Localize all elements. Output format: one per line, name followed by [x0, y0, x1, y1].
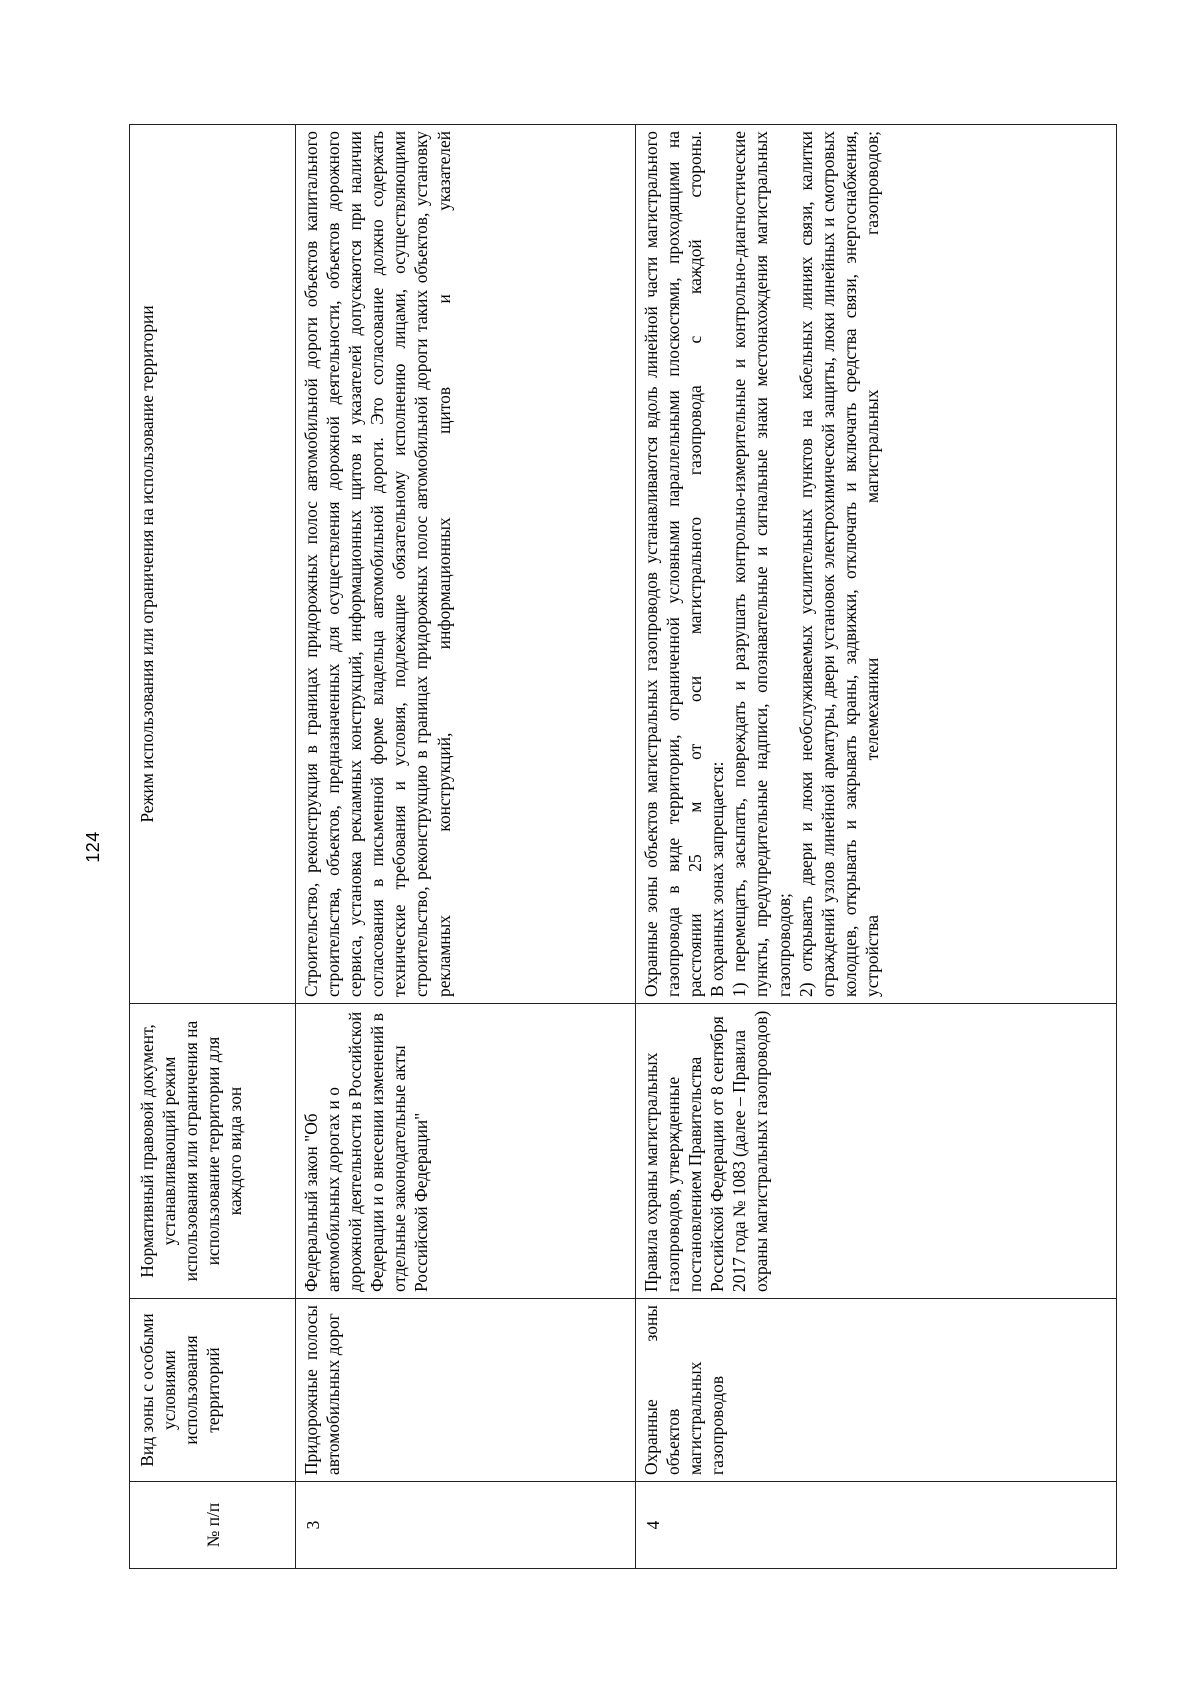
header-document: Нормативный правовой документ, устанавливающий режим использования или ограничения на использование территории для каждого вида зон: [130, 1004, 296, 1299]
table-header-row: [130, 125, 296, 1569]
row-number: 3: [296, 1482, 636, 1569]
regime-text: Строительство, реконструкция в границах придорожных полос автомобильной дороги объектов капитального строительства, объектов, предназначенных для осуществления дорожной деятельности, объектов дорожного сервиса, установка рекламных конструкций, информационных щитов и указателей допускаются при наличии согласования в письменной форме владельца автомобильной дороги. Это согласование должно содержать технические требования и условия, подлежащие обязательному исполнению лицами, осуществляющими строительство, реконструкцию в границах придорожных полос автомобильной дороги таких объектов, установку рекламных конструкций, информационных щитов и указателей: [301, 131, 454, 997]
rotated-page-content: [83, 125, 1119, 1569]
regime-cell: [296, 125, 636, 1004]
zones-table: [129, 124, 1117, 1569]
regime-paragraph: Охранные зоны объектов магистральных газопроводов устанавливаются вдоль линейной части магистрального газопровода в виде территории, ограниченной условными параллельными плоскостями, проходящими на расстоянии 25 м от оси магистрального газопровода с каждой стороны.: [641, 131, 706, 997]
table-row: [636, 125, 1117, 1569]
document-cell: Федеральный закон "Об автомобильных дорогах и о дорожной деятельности в Российской Федерации и о внесении изменений в отдельные законодательные акты Российской Федерации": [296, 1004, 636, 1299]
regime-paragraph: 1) перемещать, засыпать, повреждать и разрушать контрольно-измерительные и контрольно-диагностические пункты, предупредительные надписи, опознавательные и сигнальные знаки местонахождения магистральных газопроводов;: [729, 131, 794, 997]
row-number: 4: [636, 1482, 1117, 1569]
zone-type-cell: Придорожные полосы автомобильных дорог: [296, 1299, 636, 1482]
header-zone-type: Вид зоны с особыми условиями использования территорий: [130, 1299, 296, 1482]
regime-paragraph: В охранных зонах запрещается:: [707, 761, 728, 997]
table-row: [296, 125, 636, 1569]
regime-paragraph: 2) открывать двери и люки необслуживаемых усилительных пунктов на кабельных линиях связи, калитки ограждений узлов линейной арматуры, двери установок электрохимической защиты, люки линейных и смотровых колодцев, открывать и закрывать краны, задвижки, отключать и включать средства связи, энергоснабжения, устройства телемеханики магистральных газопроводов;: [795, 131, 882, 997]
header-num: № п/п: [130, 1482, 296, 1569]
zone-type-cell: Охранные зоны объектов магистральных газопроводов: [636, 1299, 1117, 1482]
page-number: 124: [83, 831, 103, 863]
regime-cell: [636, 125, 1117, 1004]
document-cell: Правила охраны магистральных газопроводов, утвержденные постановлением Правительства Российской Федерации от 8 сентября 2017 года № 1083 (далее – Правила охраны магистральных газопроводов): [636, 1004, 1117, 1299]
header-regime: Режим использования или ограничения на использование территории: [130, 125, 296, 1004]
